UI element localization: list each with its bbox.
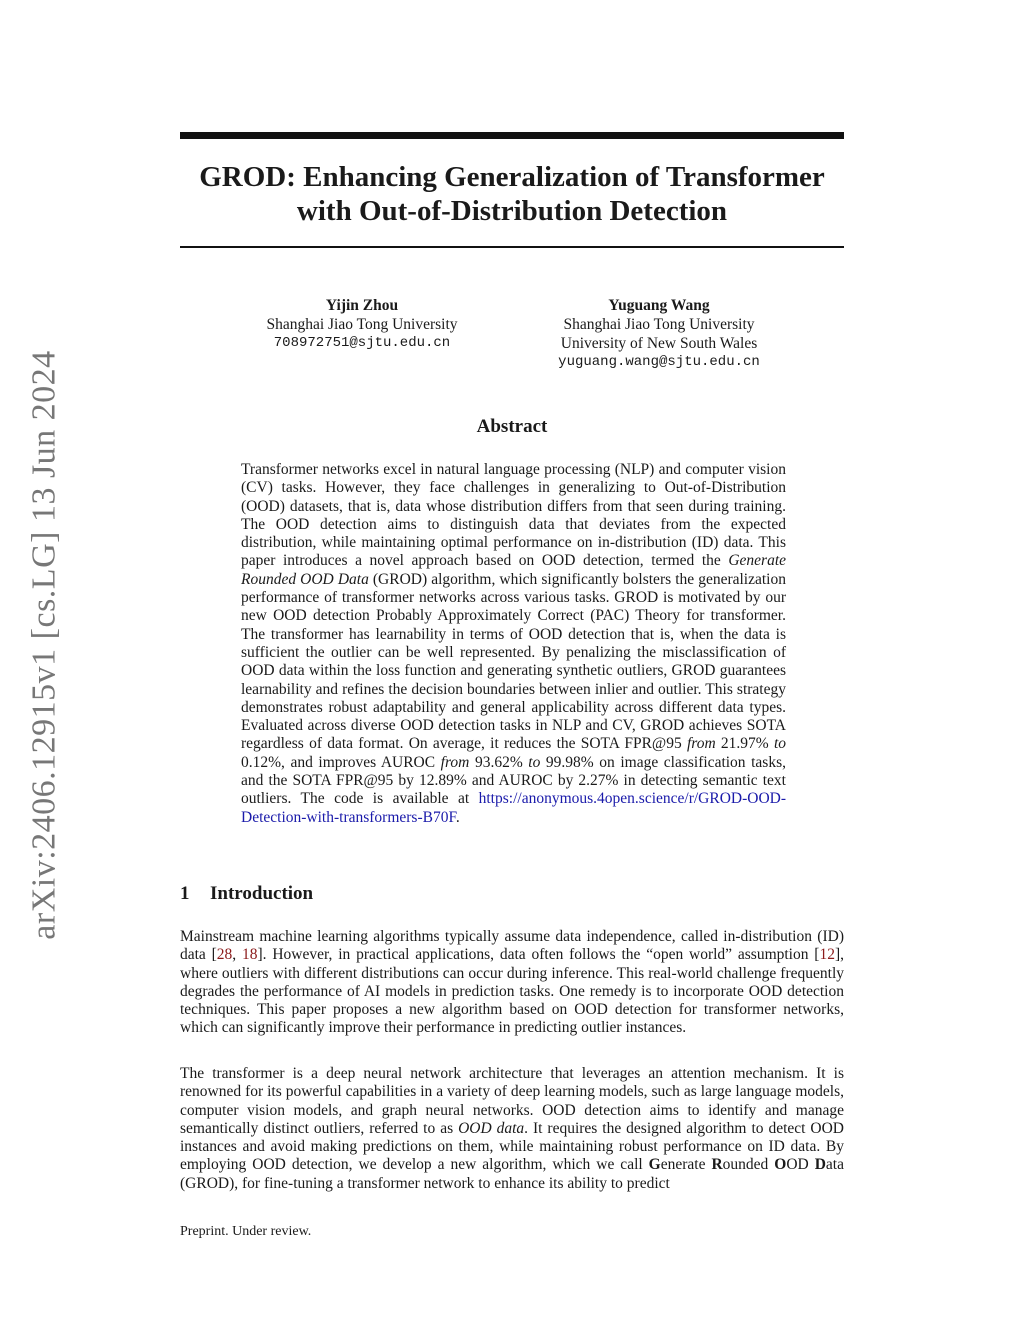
citation-18[interactable]: 18 <box>242 946 258 964</box>
intro-paragraph-2 <box>180 1065 844 1193</box>
section-heading-introduction <box>180 883 313 905</box>
paragraph-text: ], where outliers with different distributions can occur during inference. This real-world challenge frequently degrades the performance of AI models in prediction tasks. One remedy is to incorporate OOD detection techniques. This paper proposes a new algorithm based on OOD detection for transformer networks, which can significantly improve their performance in predicting outlier instances. <box>180 946 845 1037</box>
title-rule-top <box>180 132 844 139</box>
paragraph-text: The transformer is a deep neural network architecture that leverages an attention mechanism. It is renowned for its powerful capabilities in a variety of deep learning models, such as large language models, computer vision models, and graph neural networks. OOD detection aims to identify and manage semantically distinct outliers, referred to as <box>180 1065 844 1137</box>
author-email[interactable]: yuguang.wang@sjtu.edu.cn <box>558 354 760 370</box>
metric-value: 93.62% <box>469 753 529 771</box>
acronym-letter: R <box>711 1156 723 1174</box>
author-affiliation: Shanghai Jiao Tong University <box>563 316 755 333</box>
paragraph-text: ata (GROD), for fine-tuning a transformer network to enhance its ability to predict <box>180 1156 844 1192</box>
abstract-text: (GROD) algorithm, which significantly bolsters the generalization performance of transformer networks across various tasks. GROD is motivated by our new OOD detection Probably Approximately Correct (PAC) Theory for transformer. The transformer has learnability in terms of OOD detection that is, when the data is sufficient the outlier can be well represented. By penalizing the misclassification of OOD data within the loss function and generating synthetic outliers, GROD guarantees learnability and refines the decision boundaries between inlier and outlier. This strategy demonstrates robust adaptability and general applicability across different data types. Evaluated across diverse OOD detection tasks in NLP and CV, GROD achieves SOTA regardless of data format. On average, it reduces the SOTA FPR@95 <box>241 570 786 753</box>
to-word: to <box>773 735 786 753</box>
abstract-text: Transformer networks excel in natural language processing (NLP) and computer vision (CV) tasks. However, they face challenges in generalizing to Out-of-Distribution (OOD) datasets, that is, data whose distribution differs from that seen during training. The OOD detection aims to distinguish data that deviates from the expected distribution, while maintaining optimal performance on in-distribution (ID) data. This paper introduces a novel approach based on OOD detection, termed the <box>241 461 786 570</box>
paragraph-text: , <box>232 946 242 964</box>
section-number: 1 <box>180 883 190 904</box>
paragraph-text: ounded <box>722 1156 775 1174</box>
paper-title: GROD: Enhancing Generalization of Transformer with Out-of-Distribution Detection <box>199 161 825 227</box>
title-rule-bottom <box>180 246 844 248</box>
abstract-body <box>241 461 786 827</box>
abstract-text: . <box>455 808 460 826</box>
author-block-1 <box>240 296 484 353</box>
code-link[interactable]: https://anonymous.4open.science/r/GROD-OOD-Detection-with-transformers-B70F <box>241 790 786 826</box>
author-name: Yijin Zhou <box>325 297 399 314</box>
acronym-letter: O <box>774 1156 787 1174</box>
paragraph-text: enerate <box>660 1156 712 1174</box>
ood-data-term: OOD data <box>458 1119 525 1137</box>
metric-value: 21.97% <box>715 735 774 753</box>
paragraph-text: ]. However, in practical applications, data often follows the “open world” assumption [ <box>257 946 820 964</box>
to-word: to <box>528 753 541 771</box>
intro-paragraph-1 <box>180 928 844 1038</box>
paragraph-text: Mainstream machine learning algorithms typically assume data independence, called in-distribution (ID) data [ <box>180 928 844 964</box>
author-name: Yuguang Wang <box>608 297 710 314</box>
citation-28[interactable]: 28 <box>216 946 233 964</box>
author-block-2 <box>530 296 788 372</box>
section-title: Introduction <box>210 883 314 904</box>
method-name: Generate Rounded OOD Data <box>241 552 786 588</box>
from-word: from <box>686 735 716 753</box>
paragraph-text: . It requires the designed algorithm to detect OOD instances and avoid making predictions on them, while maintaining robust performance on ID data. By employing OOD detection, we develop a new algorithm, which we call <box>180 1119 844 1174</box>
author-affiliation: University of New South Wales <box>560 335 758 352</box>
preprint-footer: Preprint. Under review. <box>180 1224 312 1239</box>
acronym-letter: D <box>814 1156 826 1174</box>
author-email[interactable]: 708972751@sjtu.edu.cn <box>273 335 451 351</box>
acronym-letter: G <box>648 1156 661 1174</box>
abstract-heading: Abstract <box>476 416 548 437</box>
author-affiliation: Shanghai Jiao Tong University <box>266 316 458 333</box>
abstract-text: 0.12%, and improves AUROC <box>241 753 441 771</box>
abstract-text: 99.98% on image classification tasks, and the SOTA FPR@95 by 12.89% and AUROC by 2.27% in detecting semantic text outliers. The code is available at <box>241 753 786 808</box>
paragraph-text: OD <box>786 1156 815 1174</box>
arxiv-sidebar <box>12 345 78 945</box>
from-word: from <box>440 753 470 771</box>
arxiv-identifier: arXiv:2406.12915v1 [cs.LG] 13 Jun 2024 <box>26 350 64 940</box>
citation-12[interactable]: 12 <box>819 946 835 964</box>
